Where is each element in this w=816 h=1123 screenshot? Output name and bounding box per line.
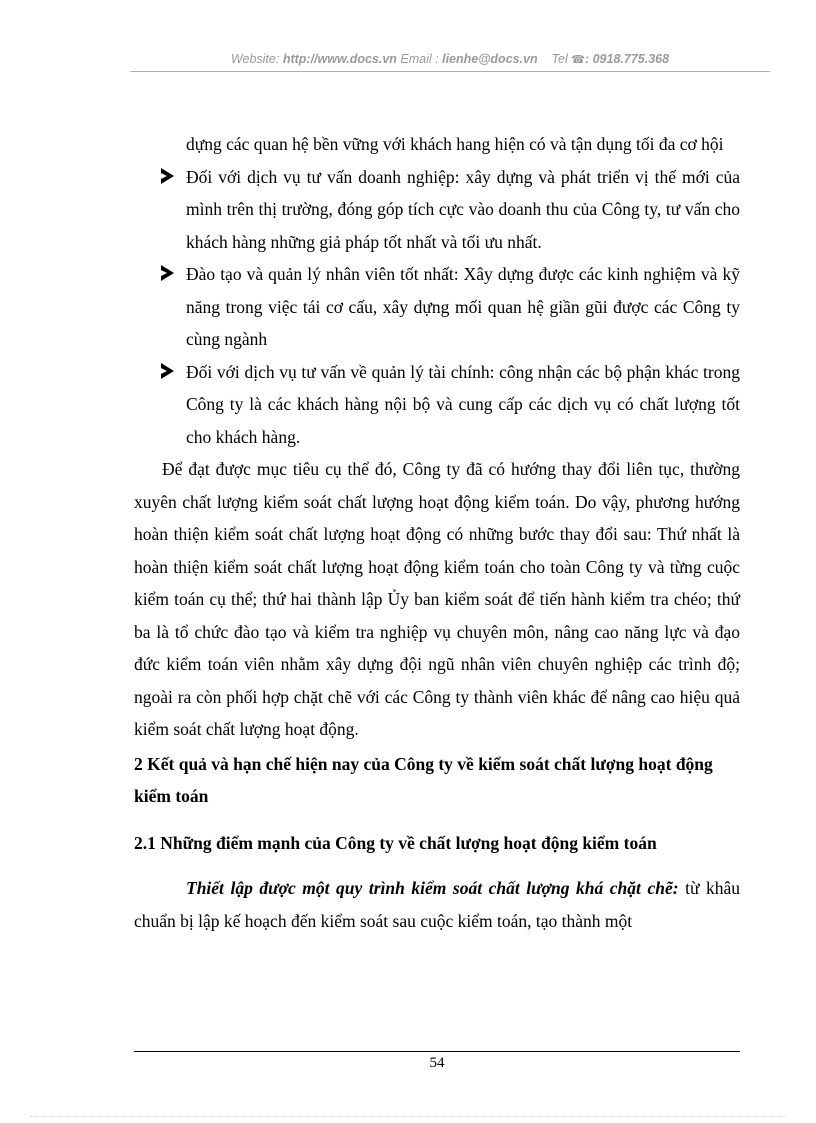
list-item [134, 356, 740, 454]
tel-label: Tel [551, 52, 568, 66]
website-label: Website: [230, 52, 280, 66]
arrow-bullet-icon [161, 168, 174, 184]
emphasis-lead: Thiết lập được một quy trình kiểm soát chất lượng khá chặt chẽ: [186, 878, 679, 898]
bullet-list [134, 161, 740, 454]
phone-number: : 0918.775.368 [584, 52, 670, 66]
email-label: Email : [400, 52, 439, 66]
arrow-bullet-icon [161, 363, 174, 379]
email-link[interactable]: lienhe@docs.vn [442, 52, 538, 66]
continuation-paragraph: dựng các quan hệ bền vững với khách hang hiện có và tận dụng tối đa cơ hội [186, 134, 724, 154]
page-number: 54 [429, 1055, 445, 1071]
list-item-text: Đối với dịch vụ tư vấn doanh nghiệp: xây dựng và phát triển vị thế mới của mình trên thị trường, đóng góp tích cực vào doanh thu của Công ty, tư vấn cho khách hàng những giả pháp tốt nhất và tối ưu nhất. [186, 166, 740, 252]
arrow-bullet-icon [161, 265, 174, 281]
emphasis-paragraph [134, 872, 740, 937]
page-header [130, 52, 770, 66]
list-item [134, 161, 740, 259]
page-content [134, 128, 740, 937]
subsection-heading: 2.1 Những điểm mạnh của Công ty về chất lượng hoạt động kiểm toán [134, 832, 657, 853]
section-heading: 2 Kết quả và hạn chế hiện nay của Công ty về kiểm soát chất lượng hoạt động kiểm toán [134, 753, 713, 806]
list-item-text: Đối với dịch vụ tư vấn về quản lý tài chính: công nhận các bộ phận khác trong Công ty là các khách hàng nội bộ và cung cấp các dịch vụ có chất lượng tốt cho khách hàng. [186, 361, 740, 447]
list-item-text: Đào tạo và quản lý nhân viên tốt nhất: Xây dựng được các kinh nghiệm và kỹ năng trong việc tái cơ cấu, xây dựng mối quan hệ giần gũi được các Công ty cùng ngành [186, 264, 740, 349]
bottom-dotted-border [30, 1116, 786, 1117]
website-link[interactable]: http://www.docs.vn [282, 52, 397, 66]
header-divider [130, 71, 770, 72]
emphasis-rest: từ khâu chuẩn bị lập kế hoạch đến kiểm soát sau cuộc kiểm toán, tạo thành một [134, 878, 740, 931]
footer-divider [134, 1051, 740, 1052]
body-paragraph: Để đạt được mục tiêu cụ thể đó, Công ty đã có hướng thay đổi liên tục, thường xuyên chất lượng kiểm soát chất lượng hoạt động kiểm toán. Do vậy, phương hướng hoàn thiện kiểm soát chất lượng hoạt động có những bước thay đổi sau: Thứ nhất là hoàn thiện kiểm soát chất lượng hoạt động kiểm toán cho toàn Công ty và từng cuộc kiểm toán cụ thể; thứ hai thành lập Ủy ban kiểm soát để tiến hành kiểm tra chéo; thứ ba là tổ chức đào tạo và kiểm tra nghiệp vụ chuyên môn, nâng cao năng lực và đạo đức kiểm toán viên nhằm xây dựng đội ngũ nhân viên chuyên nghiệp các trình độ; ngoài ra còn phối hợp chặt chẽ với các Công ty thành viên khác để nâng cao hiệu quả kiểm soát chất lượng hoạt động. [134, 459, 740, 739]
list-item [134, 258, 740, 356]
phone-icon: ☎ [571, 54, 585, 66]
